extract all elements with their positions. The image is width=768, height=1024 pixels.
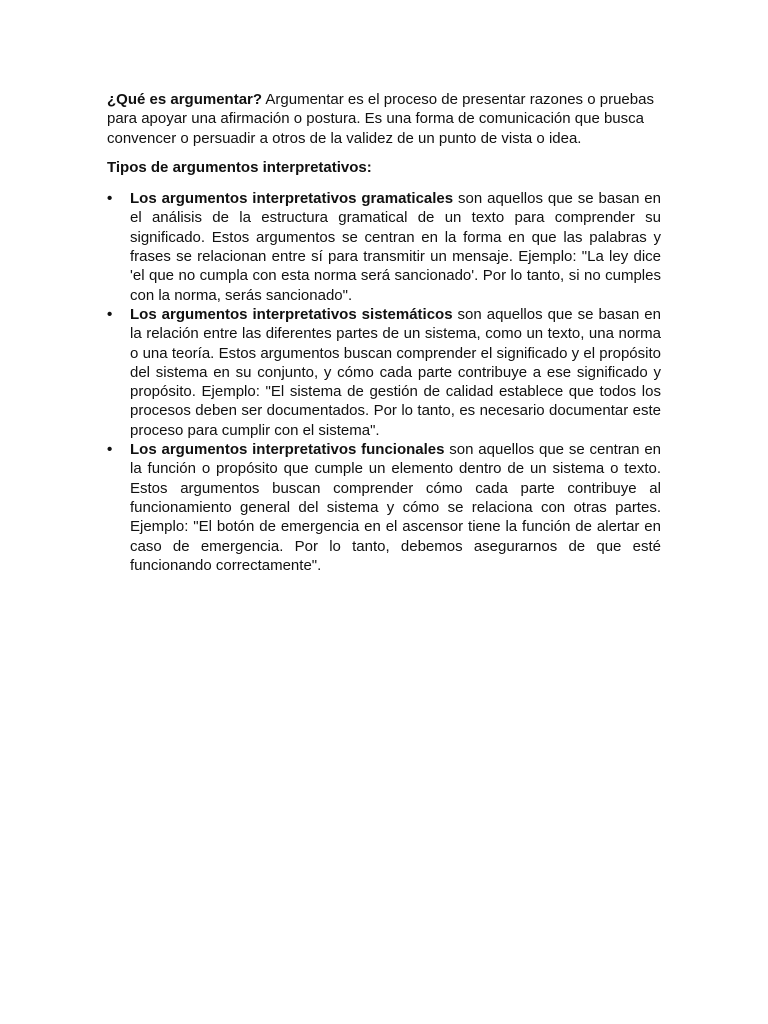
item-text: son aquellos que se basan en el análisis de la estructura gramatical de un texto para comprender su significado. Estos argumentos se centran en la forma en que las palabras y frases se relacionan entre sí para transmitir un mensaje. Ejemplo: "La ley dice 'el que no cumpla con esta norma será sancionado'. Por lo tanto, si no cumples con la norma, serás sancionado". [130,190,661,304]
item-title: Los argumentos interpretativos gramaticales [130,190,454,208]
list-item-sistematicos [107,305,661,440]
bullet-icon: • [107,305,113,323]
section-title: Tipos de argumentos interpretativos: [107,158,372,176]
intro-paragraph [107,90,661,148]
item-title: Los argumentos interpretativos funcionales [130,441,445,459]
list-item-gramaticales [107,189,661,305]
bullet-icon: • [107,441,113,459]
intro-text: Argumentar es el proceso de presentar razones o pruebas para apoyar una afirmación o postura. Es una forma de comunicación que busca convencer o persuadir a otros de la validez de un punto de vista o idea. [107,91,654,147]
intro-question: ¿Qué es argumentar? [107,91,263,108]
item-text: son aquellos que se centran en la función o propósito que cumple un elemento dentro de un sistema o texto. Estos argumentos buscan comprender cómo cada parte contribuye al funcionamiento general del sistema y cómo se relaciona con otras partes. Ejemplo: "El botón de emergencia en el ascensor tiene la función de alertar en caso de emergencia. Por lo tanto, debemos asegurarnos de que esté funcionando correctamente". [130,441,662,574]
list-item-funcionales [107,440,661,575]
bullet-icon: • [107,190,113,208]
argument-types-list [107,189,661,575]
item-text: son aquellos que se basan en la relación entre las diferentes partes de un sistema, como un texto, una norma o una teoría. Estos argumentos buscan comprender el significado y el propósito del sistema en su conjunto, y cómo cada parte contribuye a ese significado y propósito. Ejemplo: "El sistema de gestión de calidad establece que todos los procesos deben ser documentados. Por lo tanto, es necesario documentar este proceso para cumplir con el sistema". [130,305,661,439]
document-page [107,90,661,575]
item-title: Los argumentos interpretativos sistemáticos [130,305,453,323]
